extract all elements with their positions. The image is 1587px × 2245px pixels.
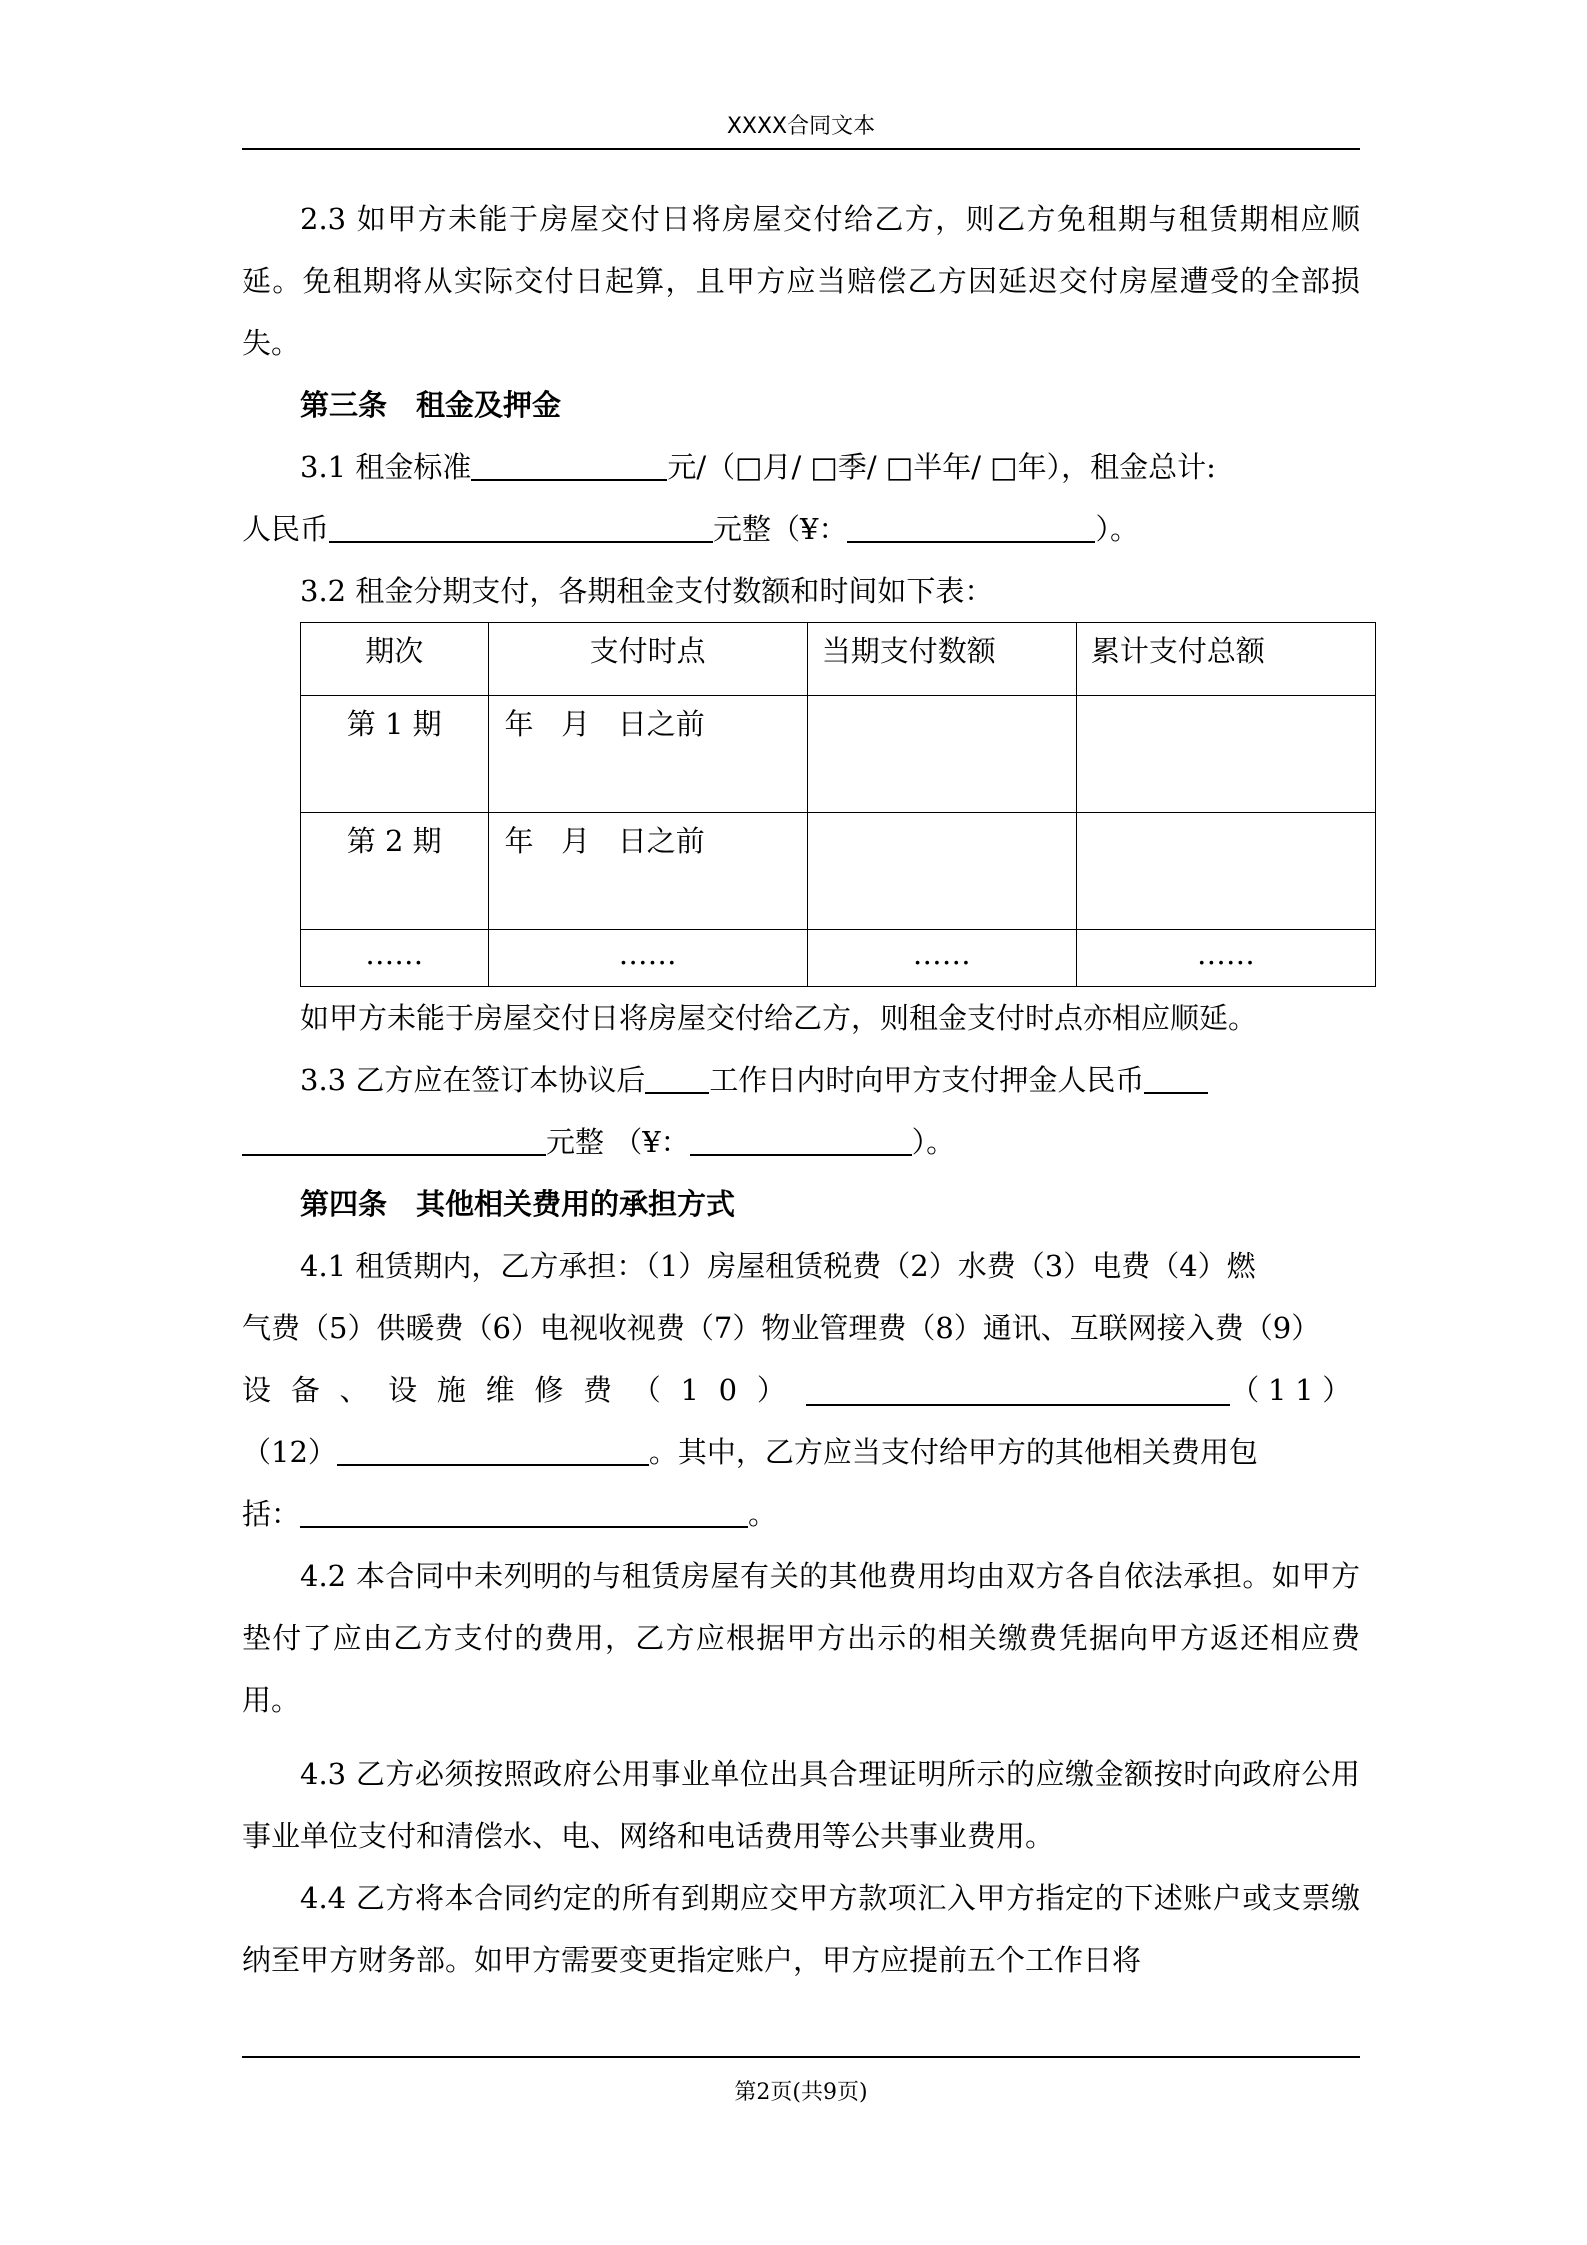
other-fees-end: 。 bbox=[748, 1497, 778, 1531]
table-header-row bbox=[301, 623, 1376, 696]
table-row bbox=[301, 813, 1376, 930]
table-cell-ellipsis: …… bbox=[807, 930, 1076, 987]
deposit-rmb-label: 工作日内时向甲方支付押金人民币 bbox=[709, 1063, 1145, 1097]
rent-installment-table bbox=[300, 622, 1376, 987]
table-header-time: 支付时点 bbox=[488, 623, 807, 696]
clause-4-1-line3 bbox=[242, 1359, 1360, 1421]
document-header-title: XXXX合同文本 bbox=[726, 114, 876, 139]
clause-4-1-line1: 4.1 租赁期内，乙方承担：（1）房屋租赁税费（2）水费（3）电费（4）燃 bbox=[300, 1249, 1256, 1283]
deposit-amount-blank-b[interactable] bbox=[242, 1126, 546, 1156]
table-cell-cumulative-amount[interactable] bbox=[1076, 696, 1375, 813]
fee-12-blank[interactable] bbox=[337, 1436, 649, 1466]
table-row-ellipsis bbox=[301, 930, 1376, 987]
clause-4-1-line2: 气费（5）供暖费（6）电视收视费（7）物业管理费（8）通讯、互联网接入费（9） bbox=[242, 1311, 1321, 1345]
clause-3-1-line1 bbox=[242, 436, 1360, 498]
rent-total-yuan-label: 元整（¥： bbox=[713, 512, 848, 546]
table-cell-ellipsis: …… bbox=[301, 930, 489, 987]
table-header-current-amount: 当期支付数额 bbox=[807, 623, 1076, 696]
rent-standard-label: 3.1 租金标准 bbox=[300, 450, 472, 484]
clause-4-4: 4.4 乙方将本合同约定的所有到期应交甲方款项汇入甲方指定的下述账户或支票缴纳至甲方财务部。如甲方需要变更指定账户，甲方应提前五个工作日将 bbox=[242, 1881, 1360, 1977]
deposit-label: 3.3 乙方应在签订本协议后 bbox=[300, 1063, 646, 1097]
article-4-heading: 第四条 其他相关费用的承担方式 bbox=[300, 1187, 736, 1221]
table-header-period: 期次 bbox=[301, 623, 489, 696]
clause-3-2-note: 如甲方未能于房屋交付日将房屋交付给乙方，则租金支付时点亦相应顺延。 bbox=[300, 1001, 1258, 1035]
deposit-amount-blank-a[interactable] bbox=[1144, 1064, 1208, 1094]
article-3-heading: 第三条 租金及押金 bbox=[300, 388, 562, 422]
deposit-yuan-label: 元整 （¥： bbox=[546, 1125, 690, 1159]
table-header-cumulative-amount: 累计支付总额 bbox=[1076, 623, 1375, 696]
rent-standard-blank[interactable] bbox=[471, 451, 667, 481]
table-cell-ellipsis: …… bbox=[488, 930, 807, 987]
clause-2-3: 2.3 如甲方未能于房屋交付日将房屋交付给乙方，则乙方免租期与租赁期相应顺延。免租期将从实际交付日起算，且甲方应当赔偿乙方因延迟交付房屋遭受的全部损失。 bbox=[242, 202, 1360, 360]
fee-11-label: （11） bbox=[1230, 1373, 1360, 1407]
deposit-close: ）。 bbox=[911, 1125, 956, 1159]
fee-10-blank[interactable] bbox=[806, 1376, 1231, 1406]
table-cell-current-amount[interactable] bbox=[807, 696, 1076, 813]
table-cell-cumulative-amount[interactable] bbox=[1076, 813, 1375, 930]
clause-3-1-line2 bbox=[242, 498, 1360, 560]
table-cell-time: 年 月 日之前 bbox=[488, 696, 807, 813]
page-number: 第2页(共9页) bbox=[734, 2080, 868, 2105]
footer-rule bbox=[242, 2056, 1360, 2058]
table-row bbox=[301, 696, 1376, 813]
deposit-days-blank[interactable] bbox=[645, 1064, 709, 1094]
header-rule bbox=[242, 148, 1360, 150]
table-cell-time: 年 月 日之前 bbox=[488, 813, 807, 930]
clause-4-3: 4.3 乙方必须按照政府公用事业单位出具合理证明所示的应缴金额按时向政府公用事业单位支付和清偿水、电、网络和电话费用等公共事业费用。 bbox=[242, 1757, 1360, 1853]
other-fees-text: 。其中，乙方应当支付给甲方的其他相关费用包 bbox=[648, 1435, 1258, 1469]
rent-total-close: ）。 bbox=[1095, 512, 1139, 546]
table-cell-period: 第 1 期 bbox=[301, 696, 489, 813]
other-fees-include-label: 括： bbox=[242, 1497, 301, 1531]
clause-3-2: 3.2 租金分期支付，各期租金支付数额和时间如下表： bbox=[300, 574, 994, 608]
clause-3-3-line2 bbox=[242, 1111, 1360, 1173]
clause-4-1-line5 bbox=[242, 1483, 1360, 1545]
rent-total-blank[interactable] bbox=[329, 513, 713, 543]
table-cell-ellipsis: …… bbox=[1076, 930, 1375, 987]
rmb-label: 人民币 bbox=[242, 512, 330, 546]
fee-12-label: （12） bbox=[242, 1435, 337, 1469]
document-body bbox=[242, 188, 1360, 1991]
clause-3-3-line1 bbox=[242, 1049, 1360, 1111]
clause-4-1-line4 bbox=[242, 1421, 1360, 1483]
rent-period-options: 元/（□月/ □季/ □半年/ □年），租金总计: bbox=[667, 450, 1216, 484]
clause-4-2: 4.2 本合同中未列明的与租赁房屋有关的其他费用均由双方各自依法承担。如甲方垫付了应由乙方支付的费用，乙方应根据甲方出示的相关缴费凭据向甲方返还相应费用。 bbox=[242, 1559, 1360, 1717]
deposit-figure-blank[interactable] bbox=[690, 1126, 912, 1156]
equipment-repair-label: 设备、设施维修费（10） bbox=[242, 1373, 806, 1407]
other-fees-blank[interactable] bbox=[300, 1498, 748, 1528]
table-cell-current-amount[interactable] bbox=[807, 813, 1076, 930]
rent-total-amount-blank[interactable] bbox=[847, 513, 1095, 543]
table-cell-period: 第 2 期 bbox=[301, 813, 489, 930]
